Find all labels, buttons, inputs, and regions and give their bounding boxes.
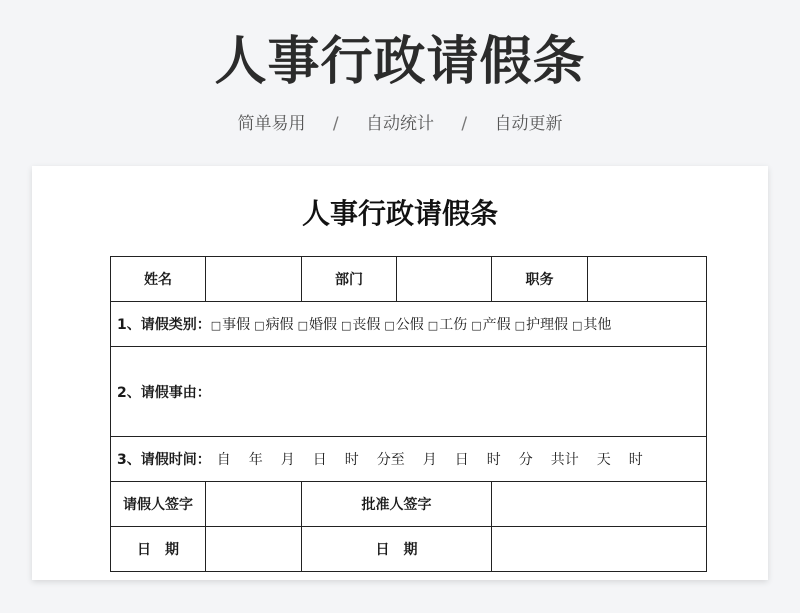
leave-type-option[interactable] <box>572 317 611 333</box>
leave-type-option-label: 丧假 <box>352 317 381 333</box>
leave-type-option-label: 产假 <box>482 317 511 333</box>
leave-time-unit: 时 <box>628 452 643 468</box>
leave-type-option-label: 公假 <box>395 317 424 333</box>
name-label: 姓名 <box>111 257 206 302</box>
form-sheet <box>32 166 768 580</box>
leave-time-unit: 日 <box>454 452 469 468</box>
leave-time-unit: 月 <box>280 452 295 468</box>
leave-time-row <box>111 437 707 482</box>
leave-time-unit: 天 <box>596 452 611 468</box>
applicant-date-label: 日 期 <box>111 527 206 572</box>
leave-type-option[interactable] <box>211 317 250 333</box>
leave-type-option[interactable] <box>471 317 510 333</box>
leave-type-option-label: 工伤 <box>439 317 468 333</box>
tagline-item-auto-update: 自动更新 <box>494 114 563 134</box>
department-field[interactable] <box>397 257 492 302</box>
leave-type-label: 1、请假类别： <box>117 317 211 333</box>
tagline-item-auto-stats: 自动统计 <box>366 114 434 134</box>
leave-type-options <box>211 317 616 333</box>
name-field[interactable] <box>206 257 302 302</box>
checkbox-icon[interactable]: □ <box>514 319 525 332</box>
leave-time-unit: 月 <box>422 452 437 468</box>
checkbox-icon[interactable]: □ <box>384 319 395 332</box>
form-title: 人事行政请假条 <box>301 197 498 230</box>
checkbox-icon[interactable]: □ <box>572 319 583 332</box>
leave-type-option-label: 事假 <box>222 317 251 333</box>
leave-reason-row[interactable] <box>111 347 707 437</box>
approver-signature-field[interactable] <box>492 482 707 527</box>
approver-date-label: 日 期 <box>302 527 492 572</box>
tagline-separator: / <box>461 114 468 134</box>
leave-type-option[interactable] <box>341 317 380 333</box>
leave-time-unit: 分至 <box>376 452 405 468</box>
leave-time-unit: 年 <box>248 452 263 468</box>
leave-time-unit: 共计 <box>550 452 579 468</box>
checkbox-icon[interactable]: □ <box>340 319 352 332</box>
leave-type-row <box>111 302 707 347</box>
leave-type-option[interactable] <box>384 317 423 333</box>
leave-time-parts <box>217 452 661 468</box>
position-label: 职务 <box>492 257 588 302</box>
leave-form-table <box>110 256 707 572</box>
leave-time-unit: 分 <box>518 452 533 468</box>
department-label: 部门 <box>302 257 397 302</box>
checkbox-icon[interactable]: □ <box>427 319 439 332</box>
leave-time-unit: 时 <box>344 452 359 468</box>
approver-signature-label: 批准人签字 <box>302 482 492 527</box>
leave-type-option-label: 婚假 <box>308 317 337 333</box>
tagline-item-easy: 简单易用 <box>237 114 306 134</box>
tagline <box>0 112 800 136</box>
leave-type-option-label: 护理假 <box>526 317 568 333</box>
leave-time-unit: 时 <box>486 452 501 468</box>
checkbox-icon[interactable]: □ <box>297 319 308 332</box>
leave-reason-label: 2、请假事由： <box>117 384 211 401</box>
leave-type-option-label: 其他 <box>583 317 612 333</box>
tagline-separator: / <box>332 114 339 134</box>
checkbox-icon[interactable]: □ <box>471 319 482 332</box>
leave-type-option[interactable] <box>428 317 467 333</box>
checkbox-icon[interactable]: □ <box>254 319 265 332</box>
leave-type-option[interactable] <box>515 317 568 333</box>
checkbox-icon[interactable]: □ <box>210 319 222 332</box>
leave-type-option[interactable] <box>254 317 293 333</box>
leave-type-option-label: 病假 <box>265 317 294 333</box>
applicant-date-field[interactable] <box>206 527 302 572</box>
position-field[interactable] <box>588 257 707 302</box>
leave-type-option[interactable] <box>298 317 337 333</box>
approver-date-field[interactable] <box>492 527 707 572</box>
leave-time-unit: 自 <box>216 452 231 468</box>
leave-time-label: 3、请假时间： <box>117 452 211 468</box>
applicant-signature-field[interactable] <box>206 482 302 527</box>
leave-time-unit: 日 <box>312 452 327 468</box>
page-title: 人事行政请假条 <box>214 32 586 92</box>
applicant-signature-label: 请假人签字 <box>111 482 206 527</box>
